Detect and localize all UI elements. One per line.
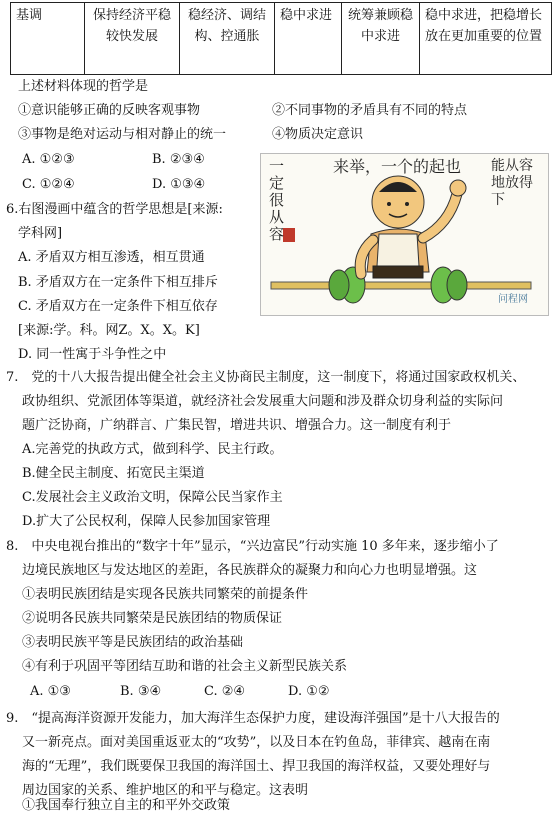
table-cell: 统筹兼顾稳中求进 bbox=[342, 3, 420, 75]
table-cell: 保持经济平稳较快发展 bbox=[85, 3, 180, 75]
table-row bbox=[11, 3, 552, 75]
cartoon-caption-right: 能从容地放得下 bbox=[491, 158, 533, 208]
q7-choice-d: D.扩大了公民权利，保障人民参加国家管理 bbox=[22, 514, 271, 529]
q5-choice-a: A. ①②③ bbox=[22, 152, 75, 167]
source-note: [来源:学。科。网Z。X。X。K] bbox=[18, 323, 200, 338]
q7-line-3: 题广泛协商，广纳群言、广集民智，增进共识、增强合力。这一制度有利于 bbox=[22, 418, 452, 433]
table-cell: 稳经济、调结构、控通胀 bbox=[180, 3, 275, 75]
q7-choice-a: A.完善党的执政方式，做到科学、民主行政。 bbox=[22, 442, 283, 457]
cartoon-weightlifter-image bbox=[260, 153, 549, 316]
q5-choice-d: D. ①③④ bbox=[152, 177, 206, 192]
q8-option-3: ③表明民族平等是民族团结的政治基础 bbox=[22, 635, 244, 650]
q9-line-3: 海的“无理”，我们既要保卫我国的海洋国土、捍卫我国的海洋权益，又要处理好与 bbox=[22, 759, 491, 774]
q8-choice-b: B. ③④ bbox=[120, 684, 162, 699]
q9-option-1: ①我国奉行独立自主的和平外交政策 bbox=[22, 798, 231, 813]
q6-choice-a: A. 矛盾双方相互渗透，相互贯通 bbox=[18, 250, 205, 265]
q8-line-2: 边境民族地区与发达地区的差距，各民族群众的凝聚力和向心力也明显增强。这 bbox=[22, 563, 478, 578]
q5-option-3: ③事物是绝对运动与相对静止的统一 bbox=[18, 127, 227, 142]
q5-choice-c: C. ①②④ bbox=[22, 177, 75, 192]
q6-stem-cont: 学科网] bbox=[18, 226, 63, 241]
q7-choice-c: C.发展社会主义政治文明，保障公民当家作主 bbox=[22, 490, 283, 505]
cartoon-caption-left: 一定很从容 bbox=[269, 157, 285, 243]
q5-choice-b: B. ②③④ bbox=[152, 152, 205, 167]
cartoon-caption-mid: 来举，一个的起也 bbox=[333, 157, 462, 176]
table-cell: 稳中求进 bbox=[275, 3, 342, 75]
q9-line-1: 9. “提高海洋资源开发能力，加大海洋生态保护力度，建设海洋强国”是十八大报告的 bbox=[6, 711, 500, 726]
q7-line-2: 政协组织、党派团体等渠道，就经济社会发展重大问题和涉及群众切身利益的实际问 bbox=[22, 394, 504, 409]
q8-choice-d: D. ①② bbox=[288, 684, 330, 699]
q6-choice-c: C. 矛盾双方在一定条件下相互依存 bbox=[18, 299, 218, 314]
q9-line-2: 又一新亮点。面对美国重返亚太的“攻势”，以及日本在钓鱼岛，菲律宾、越南在南 bbox=[22, 735, 491, 750]
q5-stem: 上述材料体现的哲学是 bbox=[18, 79, 149, 94]
policy-table bbox=[10, 2, 552, 75]
watermark-text: 问程网 bbox=[498, 294, 528, 305]
q8-choice-a: A. ①③ bbox=[30, 684, 71, 699]
q5-option-2: ②不同事物的矛盾具有不同的特点 bbox=[272, 103, 468, 118]
q8-option-2: ②说明各民族共同繁荣是民族团结的物质保证 bbox=[22, 611, 283, 626]
q6-choice-b: B. 矛盾双方在一定条件下相互排斥 bbox=[18, 275, 218, 290]
q5-option-4: ④物质决定意识 bbox=[272, 127, 364, 142]
q8-line-1: 8. 中央电视台推出的“数字十年”显示，“兴边富民”行动实施 10 多年来，逐步缩小了 bbox=[6, 539, 499, 554]
q8-choice-c: C. ②④ bbox=[204, 684, 246, 699]
q5-option-1: ①意识能够正确的反映客观事物 bbox=[18, 103, 201, 118]
table-cell: 基调 bbox=[11, 3, 85, 75]
q6-choice-d: D. 同一性寓于斗争性之中 bbox=[18, 347, 167, 362]
table-cell: 稳中求进，把稳增长放在更加重要的位置 bbox=[420, 3, 552, 75]
q7-choice-b: B.健全民主制度、拓宽民主渠道 bbox=[22, 466, 205, 481]
q7-line-1: 7. 党的十八大报告提出健全社会主义协商民主制度，这一制度下，将通过国家政权机关、 bbox=[6, 370, 526, 385]
q6-stem: 6.右图漫画中蕴含的哲学思想是[来源: bbox=[6, 202, 223, 217]
q8-option-4: ④有利于巩固平等团结互助和谐的社会主义新型民族关系 bbox=[22, 659, 348, 674]
q8-option-1: ①表明民族团结是实现各民族共同繁荣的前提条件 bbox=[22, 587, 309, 602]
q9-line-4: 周边国家的关系、维护地区的和平与稳定。这表明 bbox=[22, 783, 309, 798]
